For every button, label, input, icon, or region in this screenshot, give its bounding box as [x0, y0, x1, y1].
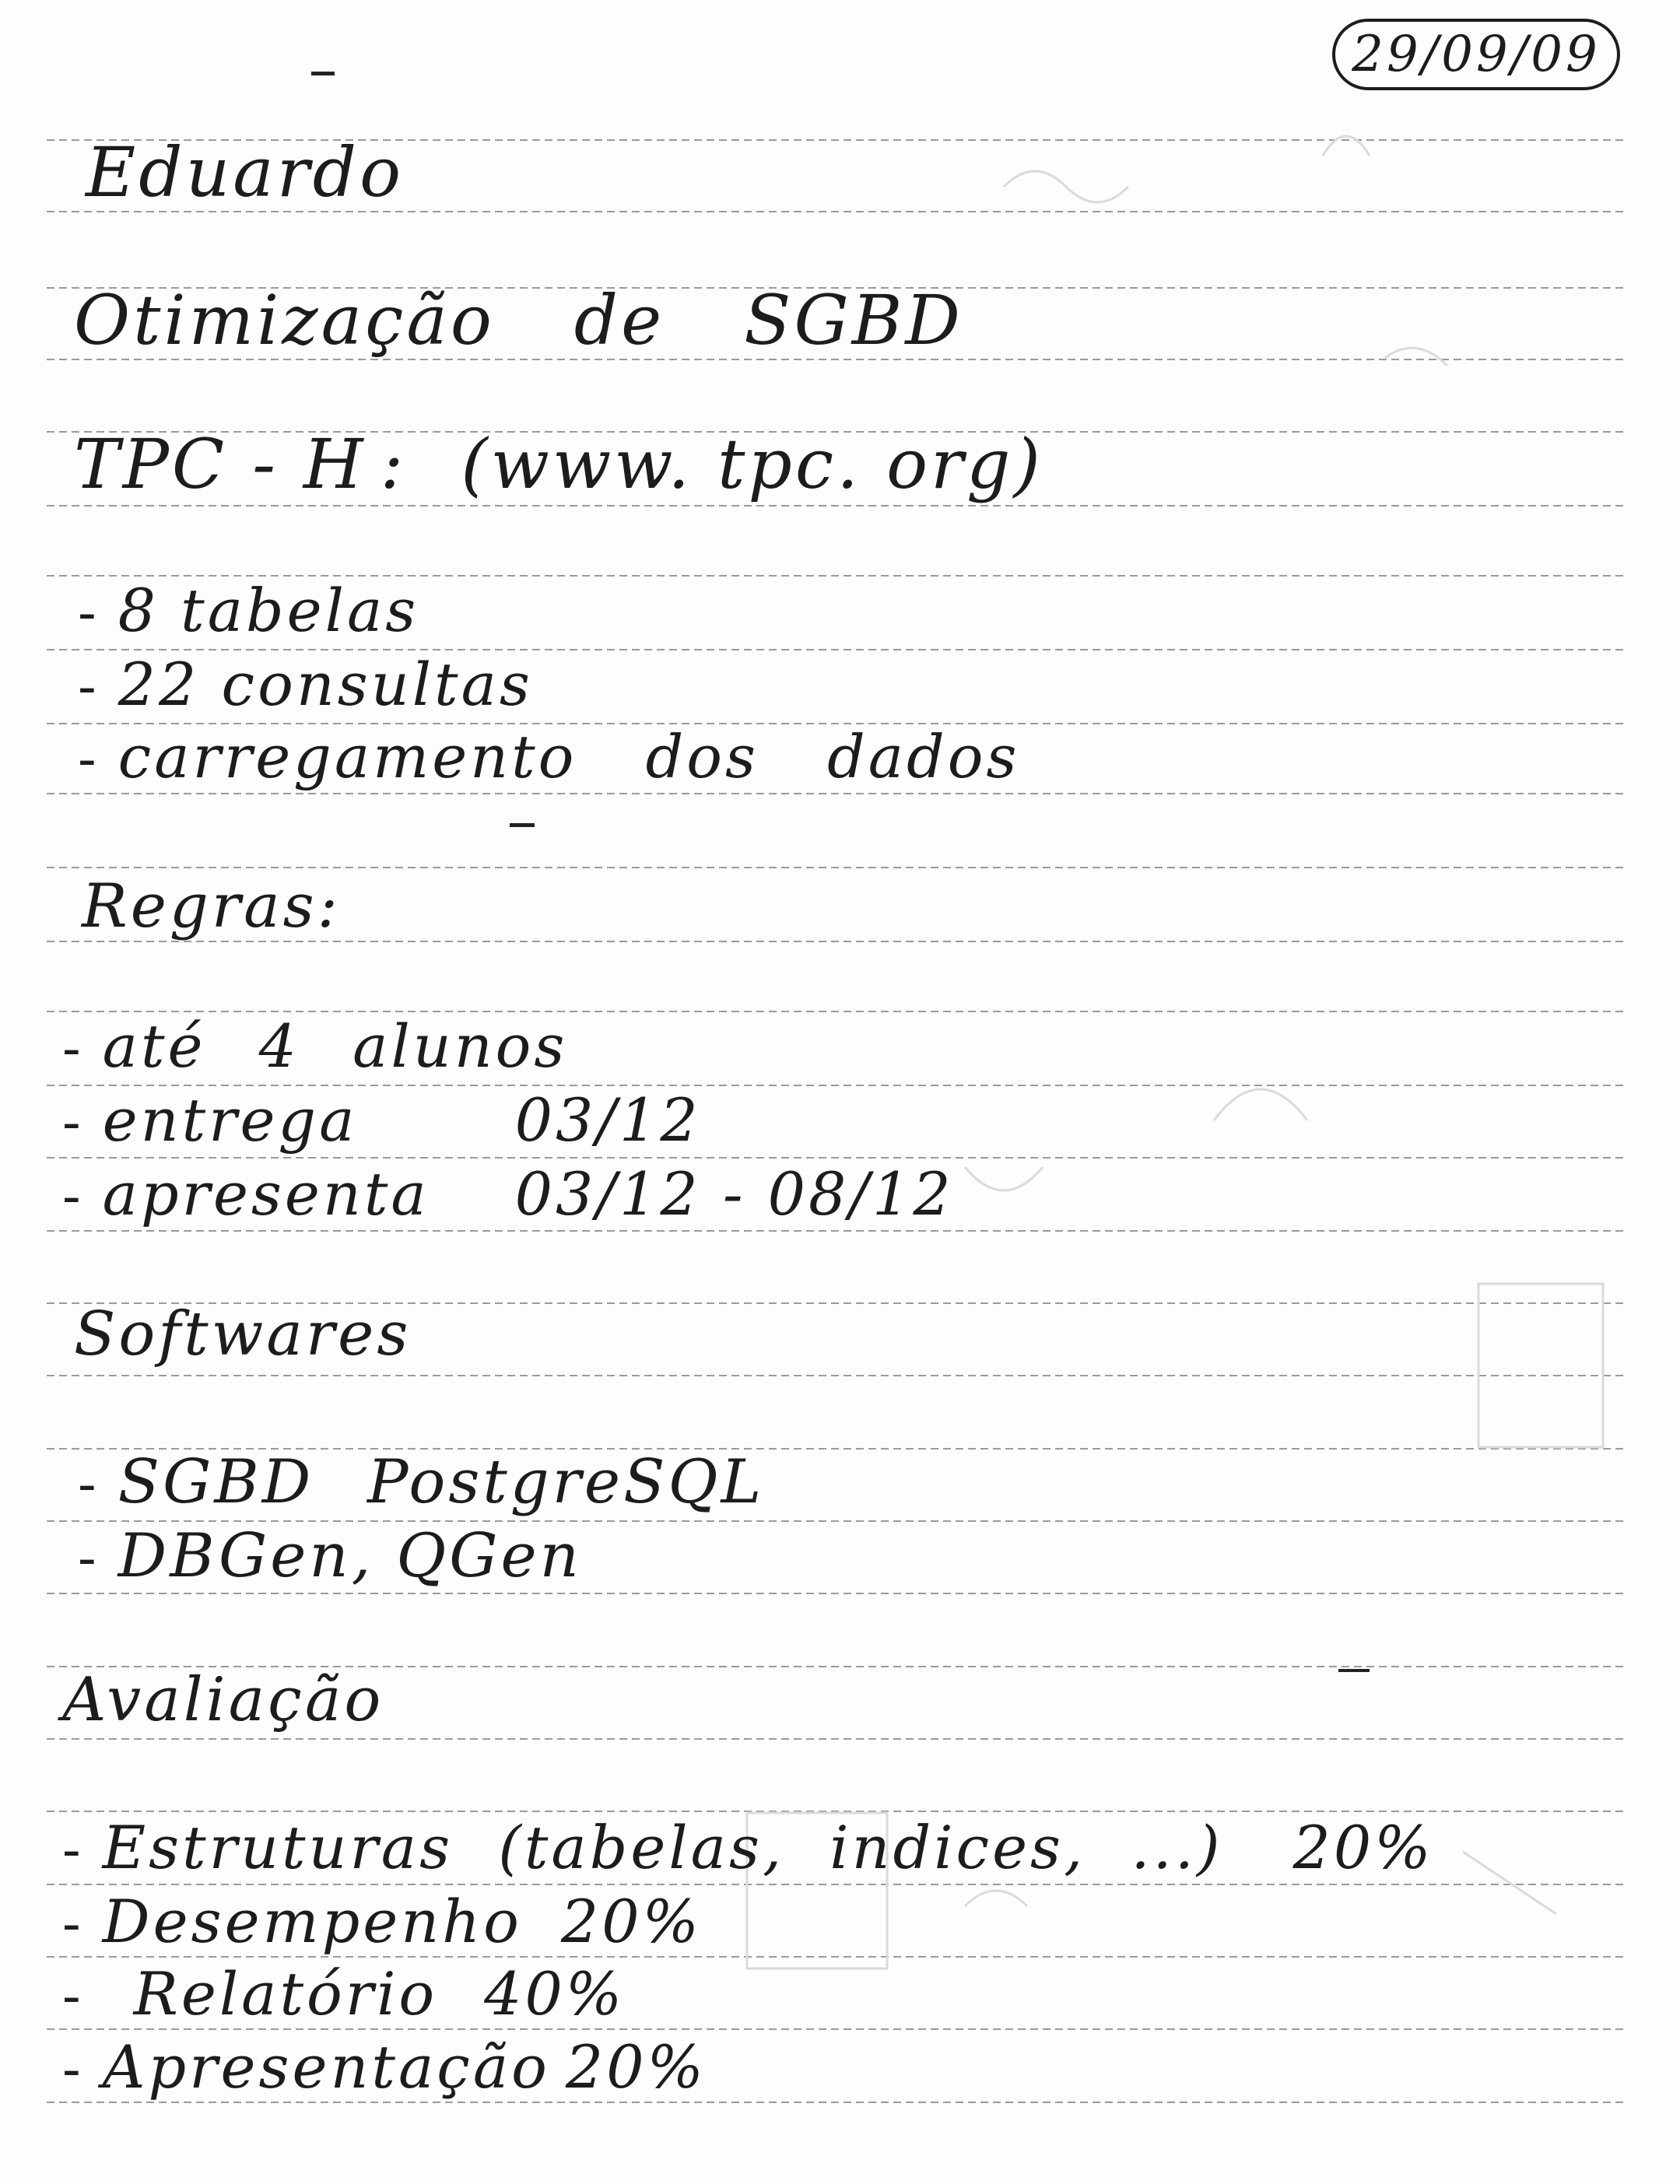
evaluation-heading: Avaliação — [62, 1665, 384, 1735]
evaluation-label: Estruturas (tabelas, indices, ...) — [102, 1813, 1223, 1882]
list-item-text: 8 tabelas — [117, 576, 419, 645]
software-text: SGBD PostgreSQL — [117, 1447, 765, 1517]
evaluation-weight: 20% — [560, 1887, 702, 1956]
dash-bullet: - — [62, 1090, 81, 1154]
page-title: Otimização de SGBD — [74, 280, 963, 360]
evaluation-label: Desempenho — [102, 1887, 522, 1956]
rule-label: entrega — [102, 1085, 358, 1155]
rule-label: apresenta — [102, 1159, 430, 1229]
benchmark-url: (www. tpc. org) — [461, 424, 1043, 504]
software-text: DBGen, QGen — [117, 1521, 582, 1591]
author-name: Eduardo — [86, 132, 405, 212]
dash-bullet: - — [78, 1452, 96, 1516]
date-text: 29/09/09 — [1352, 26, 1601, 83]
benchmark-line — [74, 424, 1043, 504]
evaluation-item — [62, 1887, 702, 1956]
list-item — [78, 576, 419, 645]
ink-scratch — [1338, 1669, 1370, 1672]
rule-item — [62, 1011, 567, 1081]
evaluation-item — [62, 2032, 707, 2102]
rule-value: 03/12 — [514, 1085, 701, 1155]
list-item-text: carregamento dos dados — [117, 722, 1020, 791]
dash-bullet: - — [62, 1891, 81, 1955]
benchmark-separator: : — [380, 424, 407, 504]
evaluation-weight: 20% — [1292, 1813, 1434, 1882]
dash-bullet: - — [78, 727, 96, 791]
evaluation-item — [62, 1813, 1433, 1882]
rule-item — [62, 1159, 954, 1229]
dash-bullet: - — [62, 1016, 81, 1080]
dash-bullet: - — [78, 1526, 96, 1590]
ink-scratch — [311, 72, 335, 75]
evaluation-label: Apresentação — [102, 2032, 550, 2102]
softwares-heading: Softwares — [74, 1299, 412, 1369]
ink-scratch — [510, 823, 535, 827]
evaluation-item — [62, 1959, 625, 2028]
benchmark-name: TPC - H — [74, 424, 367, 504]
date-badge — [1332, 19, 1620, 90]
evaluation-weight: 20% — [565, 2032, 707, 2102]
evaluation-weight: 40% — [484, 1959, 626, 2028]
dash-bullet: - — [62, 1964, 81, 2028]
dash-bullet: - — [78, 654, 96, 718]
rule-value: 03/12 - 08/12 — [514, 1159, 954, 1229]
list-item — [78, 722, 1020, 791]
dash-bullet: - — [62, 1818, 81, 1881]
software-item — [78, 1521, 582, 1591]
dash-bullet: - — [78, 580, 96, 644]
list-item — [78, 650, 533, 719]
rule-item — [62, 1085, 701, 1155]
dash-bullet: - — [62, 2037, 81, 2101]
list-item-text: 22 consultas — [117, 650, 533, 719]
rules-heading: Regras: — [82, 871, 341, 941]
rule-label: até 4 alunos — [102, 1011, 568, 1081]
evaluation-label: Relatório — [133, 1959, 438, 2028]
dash-bullet: - — [62, 1164, 81, 1228]
software-item — [78, 1447, 764, 1517]
